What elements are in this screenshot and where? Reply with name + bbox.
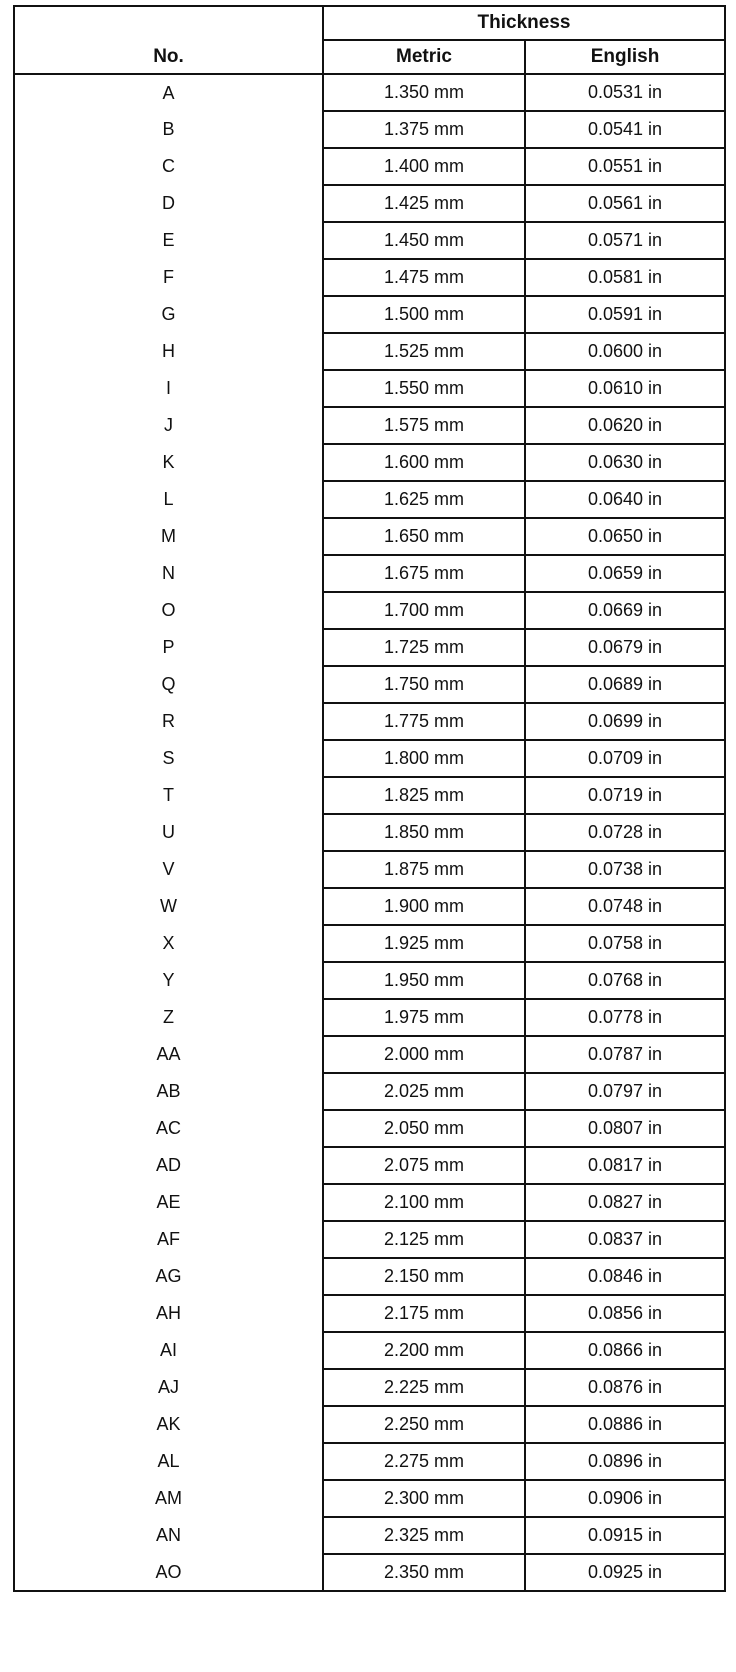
cell-metric: 1.400 mm: [323, 148, 525, 185]
cell-no: P: [14, 629, 323, 666]
cell-metric: 2.250 mm: [323, 1406, 525, 1443]
table-row: [14, 1443, 725, 1480]
cell-metric: 1.850 mm: [323, 814, 525, 851]
cell-metric: 1.550 mm: [323, 370, 525, 407]
cell-english: 0.0719 in: [525, 777, 725, 814]
table-row: [14, 851, 725, 888]
cell-no: E: [14, 222, 323, 259]
cell-english: 0.0679 in: [525, 629, 725, 666]
table-row: [14, 1517, 725, 1554]
table-row: [14, 1480, 725, 1517]
table-row: [14, 1295, 725, 1332]
cell-metric: 2.275 mm: [323, 1443, 525, 1480]
cell-no: AM: [14, 1480, 323, 1517]
table-row: [14, 370, 725, 407]
cell-metric: 2.025 mm: [323, 1073, 525, 1110]
cell-english: 0.0591 in: [525, 296, 725, 333]
table-row: [14, 629, 725, 666]
table-row: [14, 148, 725, 185]
cell-no: Z: [14, 999, 323, 1036]
table-row: [14, 740, 725, 777]
cell-english: 0.0906 in: [525, 1480, 725, 1517]
cell-english: 0.0561 in: [525, 185, 725, 222]
cell-no: B: [14, 111, 323, 148]
cell-metric: 1.675 mm: [323, 555, 525, 592]
table-row: [14, 703, 725, 740]
table-row: [14, 1184, 725, 1221]
cell-english: 0.0896 in: [525, 1443, 725, 1480]
cell-english: 0.0807 in: [525, 1110, 725, 1147]
table-row: [14, 481, 725, 518]
cell-no: X: [14, 925, 323, 962]
table-row: [14, 444, 725, 481]
cell-english: 0.0925 in: [525, 1554, 725, 1591]
cell-metric: 1.900 mm: [323, 888, 525, 925]
cell-metric: 2.100 mm: [323, 1184, 525, 1221]
cell-english: 0.0650 in: [525, 518, 725, 555]
table-row: [14, 777, 725, 814]
cell-english: 0.0787 in: [525, 1036, 725, 1073]
table-row: [14, 1258, 725, 1295]
cell-no: W: [14, 888, 323, 925]
table-row: [14, 296, 725, 333]
cell-no: O: [14, 592, 323, 629]
header-row-group: [14, 6, 725, 40]
cell-metric: 1.950 mm: [323, 962, 525, 999]
cell-no: T: [14, 777, 323, 814]
cell-english: 0.0846 in: [525, 1258, 725, 1295]
table-row: [14, 925, 725, 962]
table-row: [14, 888, 725, 925]
table-row: [14, 259, 725, 296]
cell-no: AJ: [14, 1369, 323, 1406]
cell-english: 0.0817 in: [525, 1147, 725, 1184]
cell-no: M: [14, 518, 323, 555]
cell-no: AO: [14, 1554, 323, 1591]
cell-metric: 1.600 mm: [323, 444, 525, 481]
cell-no: J: [14, 407, 323, 444]
table-row: [14, 1332, 725, 1369]
cell-metric: 1.975 mm: [323, 999, 525, 1036]
cell-english: 0.0531 in: [525, 74, 725, 111]
table-row: [14, 666, 725, 703]
cell-metric: 1.375 mm: [323, 111, 525, 148]
cell-no: V: [14, 851, 323, 888]
cell-english: 0.0915 in: [525, 1517, 725, 1554]
cell-english: 0.0620 in: [525, 407, 725, 444]
table-row: [14, 185, 725, 222]
cell-metric: 2.225 mm: [323, 1369, 525, 1406]
table-row: [14, 222, 725, 259]
cell-english: 0.0669 in: [525, 592, 725, 629]
table-row: [14, 814, 725, 851]
cell-english: 0.0551 in: [525, 148, 725, 185]
cell-english: 0.0748 in: [525, 888, 725, 925]
cell-no: AF: [14, 1221, 323, 1258]
cell-metric: 1.825 mm: [323, 777, 525, 814]
cell-no: AC: [14, 1110, 323, 1147]
shim-thickness-table: [13, 5, 726, 1592]
cell-english: 0.0659 in: [525, 555, 725, 592]
table-header: [14, 6, 725, 74]
table-row: [14, 1073, 725, 1110]
header-english: English: [525, 40, 725, 74]
cell-english: 0.0768 in: [525, 962, 725, 999]
cell-english: 0.0886 in: [525, 1406, 725, 1443]
header-row-columns: [14, 40, 725, 74]
cell-metric: 2.000 mm: [323, 1036, 525, 1073]
cell-english: 0.0837 in: [525, 1221, 725, 1258]
table-row: [14, 962, 725, 999]
cell-english: 0.0600 in: [525, 333, 725, 370]
cell-no: L: [14, 481, 323, 518]
cell-metric: 1.450 mm: [323, 222, 525, 259]
header-blank-cell: [14, 6, 323, 40]
cell-metric: 2.125 mm: [323, 1221, 525, 1258]
cell-metric: 1.625 mm: [323, 481, 525, 518]
table-row: [14, 592, 725, 629]
cell-metric: 2.175 mm: [323, 1295, 525, 1332]
cell-no: AG: [14, 1258, 323, 1295]
cell-no: AH: [14, 1295, 323, 1332]
table-row: [14, 1554, 725, 1591]
cell-metric: 1.750 mm: [323, 666, 525, 703]
cell-english: 0.0876 in: [525, 1369, 725, 1406]
cell-metric: 2.350 mm: [323, 1554, 525, 1591]
cell-english: 0.0827 in: [525, 1184, 725, 1221]
shim-thickness-table-container: [13, 5, 724, 1592]
table-row: [14, 407, 725, 444]
cell-english: 0.0866 in: [525, 1332, 725, 1369]
cell-english: 0.0709 in: [525, 740, 725, 777]
cell-metric: 1.700 mm: [323, 592, 525, 629]
cell-english: 0.0699 in: [525, 703, 725, 740]
cell-metric: 1.875 mm: [323, 851, 525, 888]
cell-no: AE: [14, 1184, 323, 1221]
cell-no: G: [14, 296, 323, 333]
cell-metric: 1.475 mm: [323, 259, 525, 296]
cell-metric: 2.325 mm: [323, 1517, 525, 1554]
cell-no: AA: [14, 1036, 323, 1073]
cell-english: 0.0571 in: [525, 222, 725, 259]
header-thickness: Thickness: [323, 6, 725, 40]
cell-english: 0.0630 in: [525, 444, 725, 481]
cell-english: 0.0778 in: [525, 999, 725, 1036]
header-metric: Metric: [323, 40, 525, 74]
table-body: [14, 74, 725, 1591]
cell-no: N: [14, 555, 323, 592]
cell-no: AD: [14, 1147, 323, 1184]
cell-metric: 1.650 mm: [323, 518, 525, 555]
cell-no: AB: [14, 1073, 323, 1110]
table-row: [14, 1221, 725, 1258]
cell-no: Q: [14, 666, 323, 703]
cell-metric: 2.300 mm: [323, 1480, 525, 1517]
cell-metric: 1.725 mm: [323, 629, 525, 666]
table-row: [14, 1110, 725, 1147]
cell-english: 0.0610 in: [525, 370, 725, 407]
cell-metric: 1.575 mm: [323, 407, 525, 444]
cell-no: U: [14, 814, 323, 851]
cell-no: K: [14, 444, 323, 481]
cell-no: F: [14, 259, 323, 296]
cell-no: AL: [14, 1443, 323, 1480]
cell-metric: 2.075 mm: [323, 1147, 525, 1184]
table-row: [14, 333, 725, 370]
cell-english: 0.0758 in: [525, 925, 725, 962]
cell-no: S: [14, 740, 323, 777]
table-row: [14, 74, 725, 111]
cell-no: Y: [14, 962, 323, 999]
cell-english: 0.0856 in: [525, 1295, 725, 1332]
table-row: [14, 1036, 725, 1073]
table-row: [14, 555, 725, 592]
cell-metric: 2.050 mm: [323, 1110, 525, 1147]
cell-metric: 1.525 mm: [323, 333, 525, 370]
header-no: No.: [14, 40, 323, 74]
cell-metric: 1.425 mm: [323, 185, 525, 222]
cell-metric: 1.925 mm: [323, 925, 525, 962]
table-row: [14, 111, 725, 148]
table-row: [14, 1369, 725, 1406]
cell-english: 0.0728 in: [525, 814, 725, 851]
cell-english: 0.0541 in: [525, 111, 725, 148]
cell-english: 0.0640 in: [525, 481, 725, 518]
cell-no: AN: [14, 1517, 323, 1554]
cell-metric: 1.800 mm: [323, 740, 525, 777]
cell-metric: 1.350 mm: [323, 74, 525, 111]
cell-no: H: [14, 333, 323, 370]
table-row: [14, 999, 725, 1036]
cell-english: 0.0689 in: [525, 666, 725, 703]
cell-no: D: [14, 185, 323, 222]
cell-metric: 1.775 mm: [323, 703, 525, 740]
cell-no: AI: [14, 1332, 323, 1369]
cell-english: 0.0797 in: [525, 1073, 725, 1110]
table-row: [14, 518, 725, 555]
cell-english: 0.0738 in: [525, 851, 725, 888]
cell-metric: 1.500 mm: [323, 296, 525, 333]
table-row: [14, 1147, 725, 1184]
cell-no: I: [14, 370, 323, 407]
cell-no: AK: [14, 1406, 323, 1443]
table-row: [14, 1406, 725, 1443]
cell-no: C: [14, 148, 323, 185]
cell-metric: 2.150 mm: [323, 1258, 525, 1295]
cell-no: A: [14, 74, 323, 111]
cell-metric: 2.200 mm: [323, 1332, 525, 1369]
cell-no: R: [14, 703, 323, 740]
cell-english: 0.0581 in: [525, 259, 725, 296]
